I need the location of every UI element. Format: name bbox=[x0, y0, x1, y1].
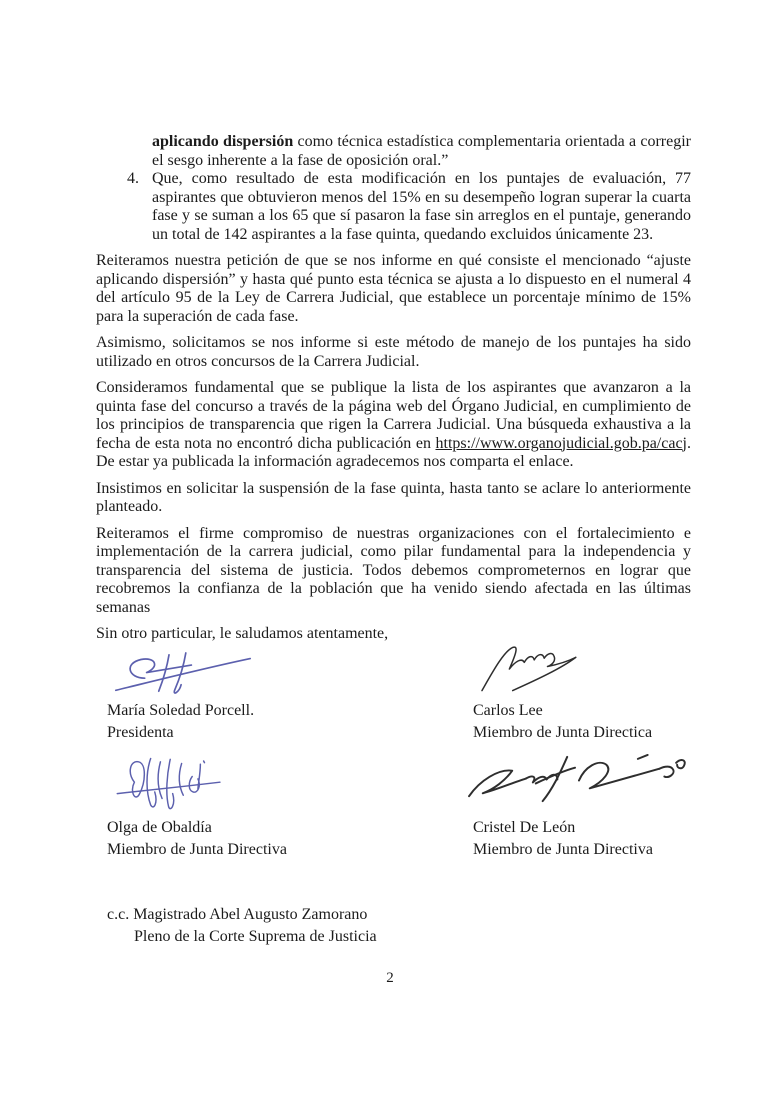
paragraph-publicacion-after: . De estar ya publicada la información agradecemos nos comparta el enlace. bbox=[96, 434, 691, 470]
signatory-name: Olga de Obaldía bbox=[107, 819, 212, 836]
signature-maria-soledad-porcell-image bbox=[113, 650, 253, 697]
paragraph-peticion: Reiteramos nuestra petición de que se nos informe en qué consiste el mencionado “ajuste aplicando dispersión” y hasta qué punto esta técnica se ajusta a lo dispuesto en el numeral 4 del artículo 95 de la Ley de Carrera Judicial, que establece un porcentaje mínimo de 15% para la superación de cada fase. bbox=[96, 252, 691, 325]
signatory-title: Miembro de Junta Directiva bbox=[473, 840, 653, 858]
paragraph-insistimos: Insistimos en solicitar la suspensión de la fase quinta, hasta tanto se aclare lo anteriormente planteado. bbox=[96, 479, 691, 515]
letter-body bbox=[96, 133, 691, 644]
signatory-title: Presidenta bbox=[107, 723, 174, 741]
cc-line-2: Pleno de la Corte Suprema de Justicia bbox=[134, 928, 377, 945]
signatory-block-presidenta bbox=[107, 700, 254, 743]
cc-line-1: c.c. Magistrado Abel Augusto Zamorano bbox=[107, 906, 368, 923]
quote-rest: como técnica estadística complementaria orientada a corregir el sesgo inherente a la fase de oposición oral.” bbox=[152, 133, 691, 169]
signatory-block-carlos-lee bbox=[473, 700, 652, 743]
signature-ink-strokes bbox=[482, 647, 576, 691]
list-item-text: Que, como resultado de esta modificación en los puntajes de evaluación, 77 aspirantes que obtuvieron menos del 15% en su desempeño logran superar la cuarta fase y se suman a los 65 que sí pasaron la fase sin arreglos en el puntaje, generando un total de 142 aspirantes a la fase quinta, quedando excluidos únicamente 23. bbox=[152, 170, 691, 243]
signature-ink-strokes bbox=[469, 755, 685, 801]
page-number: 2 bbox=[386, 970, 394, 986]
signature-olga-de-obaldia-image bbox=[114, 751, 224, 815]
closing-salutation: Sin otro particular, le saludamos atentamente, bbox=[96, 625, 389, 642]
paragraph-compromiso: Reiteramos el firme compromiso de nuestras organizaciones con el fortalecimiento e implementación de la carrera judicial, como pilar fundamental para la independencia y transparencia del sistema de justicia. Todos debemos comprometernos en lograr que recobremos la confianza de la población que ha venido siendo afectada en las últimas semanas bbox=[96, 524, 691, 616]
paragraph-publicacion bbox=[96, 379, 691, 472]
list-item-4 bbox=[96, 170, 691, 244]
signatory-name: Carlos Lee bbox=[473, 702, 543, 719]
signature-cristel-de-leon-image bbox=[464, 753, 690, 806]
quote-continuation bbox=[152, 133, 691, 170]
signatory-title: Miembro de Junta Directica bbox=[473, 723, 653, 741]
signatory-block-cristel-de-leon bbox=[473, 817, 653, 860]
quote-bold-phrase: aplicando dispersión bbox=[152, 133, 294, 150]
signatory-title: Miembro de Junta Directiva bbox=[107, 840, 287, 858]
organo-judicial-url[interactable]: https://www.organojudicial.gob.pa/cacj bbox=[435, 434, 687, 452]
list-item-number: 4. bbox=[127, 170, 139, 187]
paragraph-publicacion-before: Consideramos fundamental que se publique la lista de los aspirantes que avanzaron a la quinta fase del concurso a través de la página web del Órgano Judicial, en cumplimiento de los principios de transparencia que rigen la Carrera Judicial. Una búsqueda exhaustiva a la fecha de esta nota no encontró dicha publicación en bbox=[96, 379, 691, 452]
signatory-name: Cristel De León bbox=[473, 819, 576, 836]
signatory-name: María Soledad Porcell. bbox=[107, 702, 255, 719]
signature-ink-strokes bbox=[116, 653, 250, 693]
signature-ink-strokes bbox=[117, 759, 220, 809]
signature-carlos-lee-image bbox=[477, 643, 589, 695]
signatory-block-olga-de-obaldia bbox=[107, 817, 287, 860]
paragraph-asimismo: Asimismo, solicitamos se nos informe si este método de manejo de los puntajes ha sido utilizado en otros concursos de la Carrera Judicial. bbox=[96, 334, 691, 370]
cc-block bbox=[107, 904, 377, 948]
